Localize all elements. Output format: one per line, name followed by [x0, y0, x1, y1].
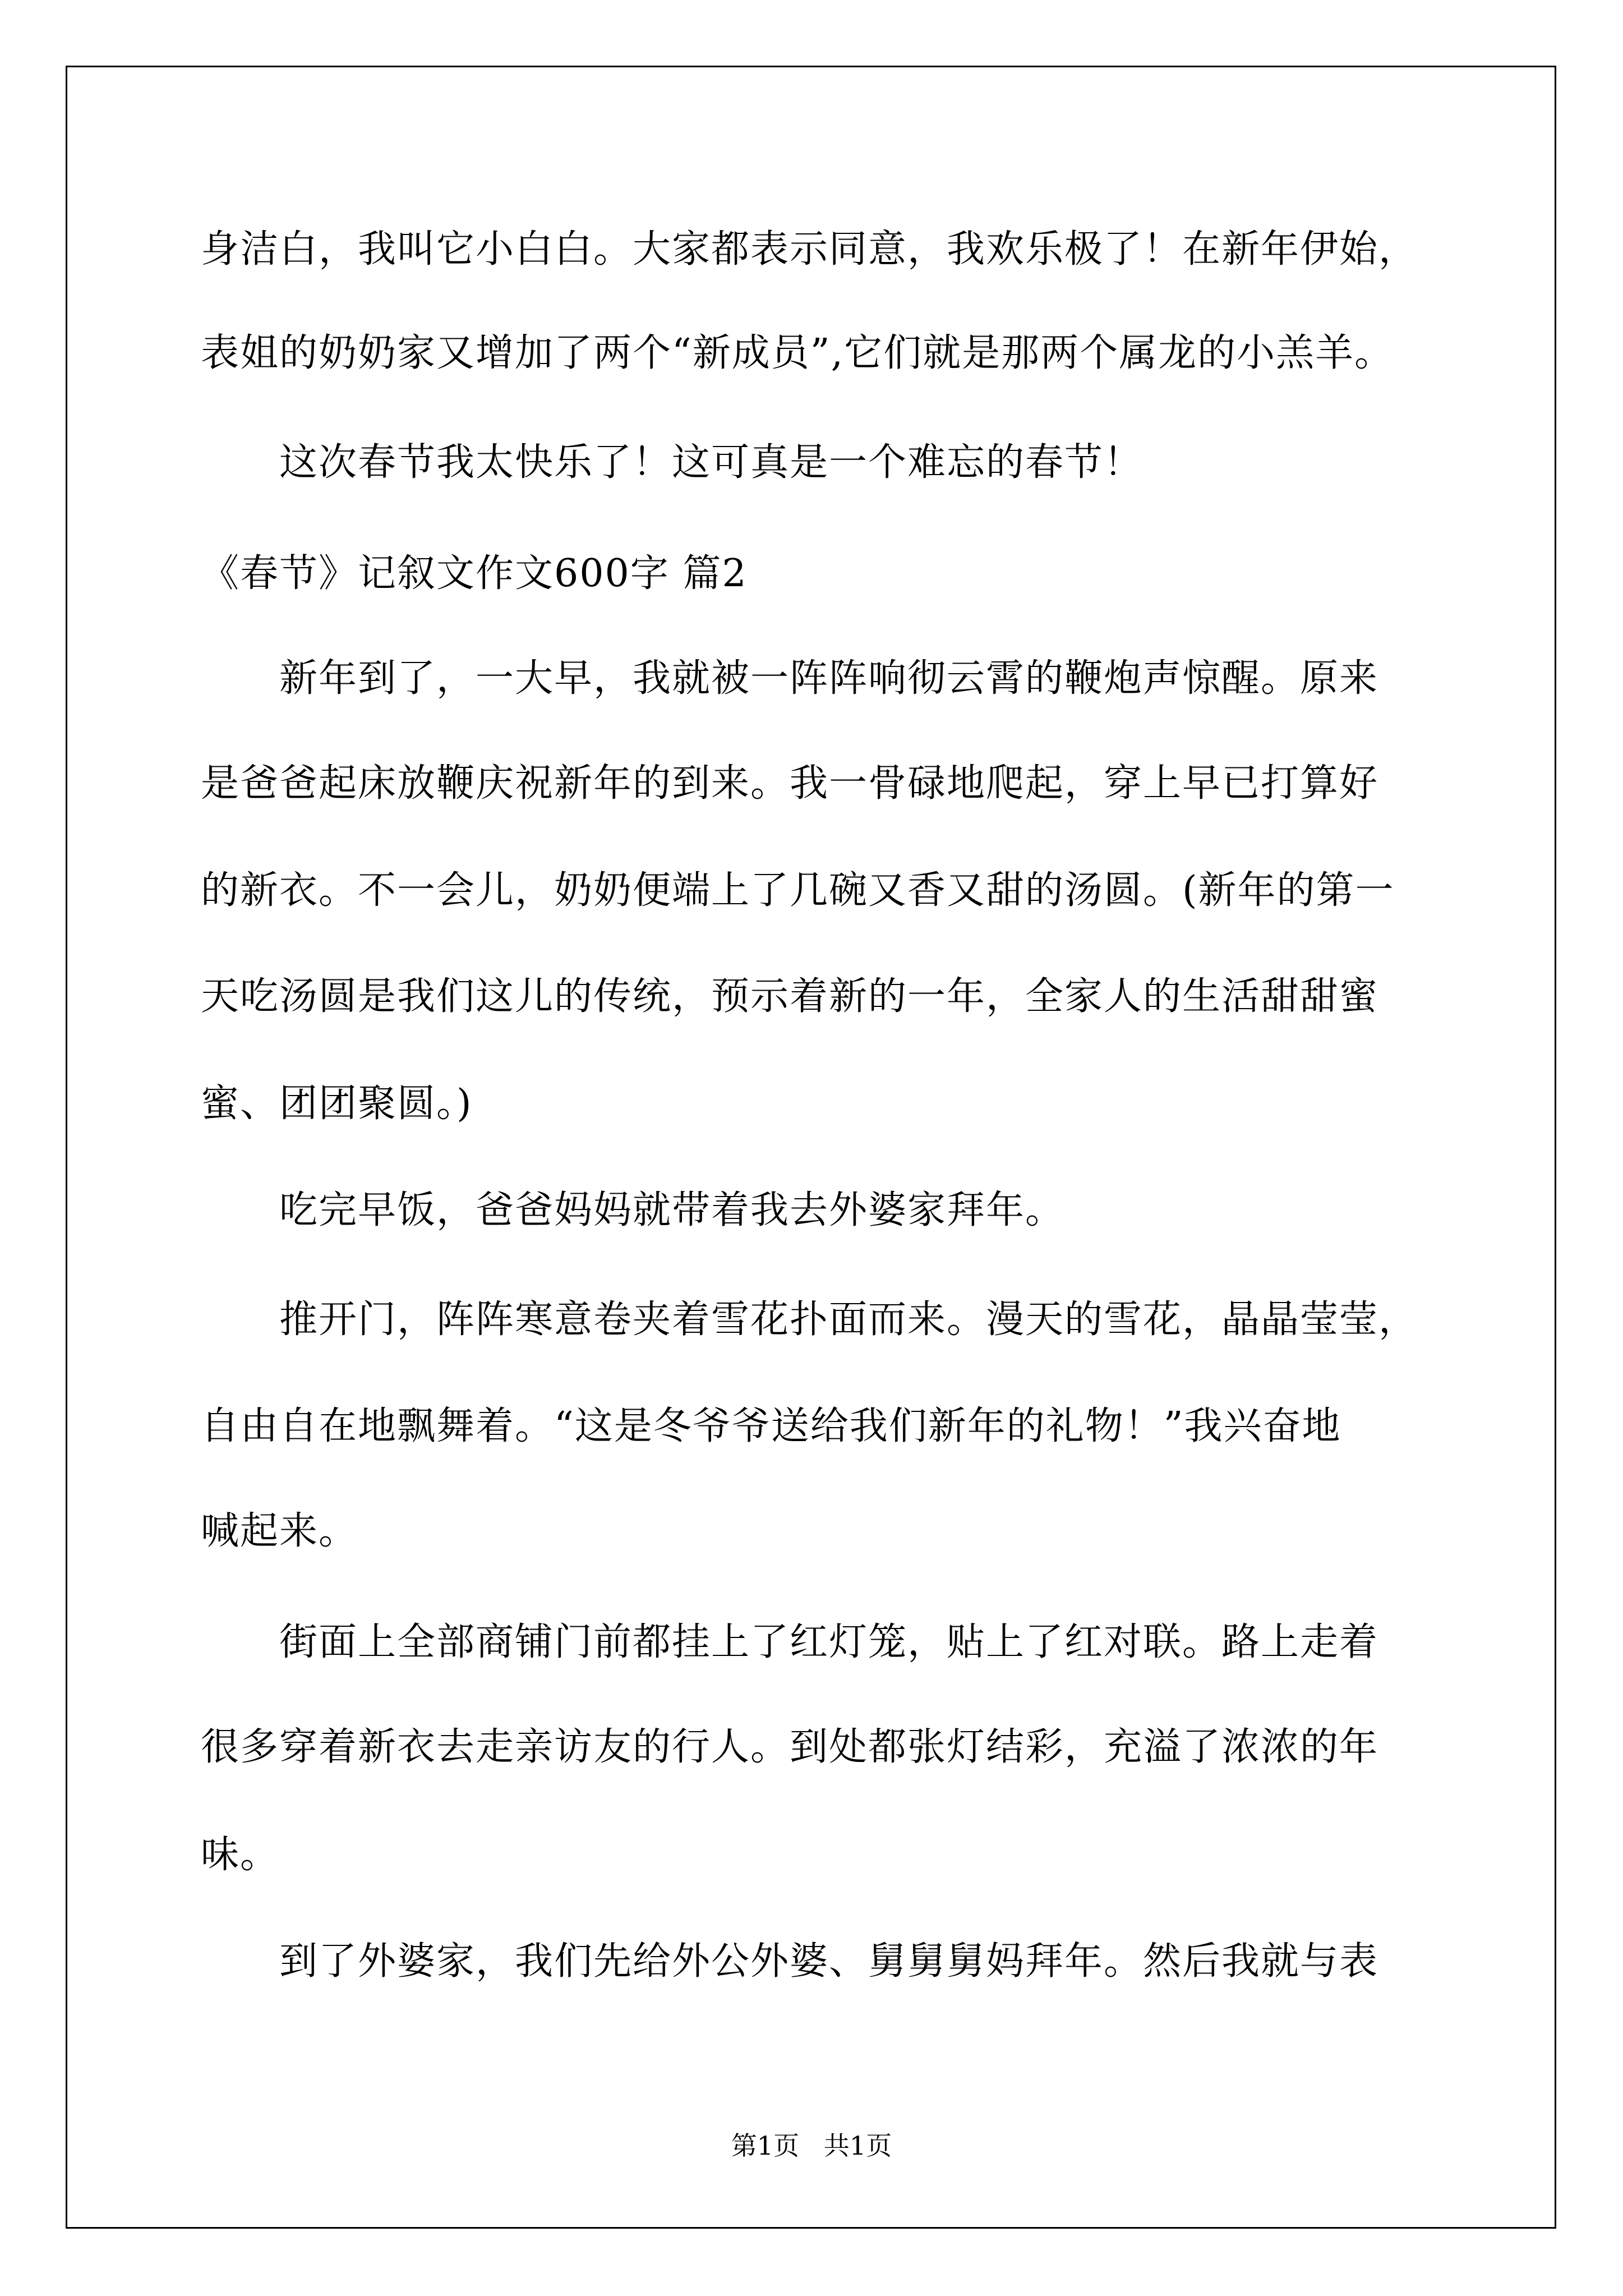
paragraph-line: 天吃汤圆是我们这儿的传统，预示着新的一年，全家人的生活甜甜蜜	[201, 974, 1379, 1019]
paragraph-line: 身洁白，我叫它小白白。大家都表示同意，我欢乐极了！在新年伊始，	[201, 227, 1418, 272]
paragraph-line: 推开门，阵阵寒意卷夹着雪花扑面而来。漫天的雪花，晶晶莹莹，	[201, 1297, 1418, 1342]
paragraph-line: 这次春节我太快乐了！这可真是一个难忘的春节！	[201, 440, 1144, 485]
page-footer: 第1页 共1页	[731, 2131, 892, 2161]
paragraph-line: 新年到了，一大早，我就被一阵阵响彻云霄的鞭炮声惊醒。原来	[201, 656, 1379, 701]
paragraph-line: 是爸爸起床放鞭庆祝新年的到来。我一骨碌地爬起，穿上早已打算好	[201, 761, 1379, 806]
section-heading: 《春节》记叙文作文600字 篇2	[201, 551, 748, 596]
paragraph-line: 表姐的奶奶家又增加了两个“新成员”,它们就是那两个属龙的小羔羊。	[201, 331, 1394, 375]
paragraph-line: 街面上全部商铺门前都挂上了红灯笼，贴上了红对联。路上走着	[201, 1620, 1379, 1664]
paragraph-line: 味。	[201, 1833, 280, 1877]
paragraph-line: 喊起来。	[201, 1509, 358, 1553]
paragraph-line: 很多穿着新衣去走亲访友的行人。到处都张灯结彩，充溢了浓浓的年	[201, 1725, 1379, 1769]
paragraph-line: 吃完早饭，爸爸妈妈就带着我去外婆家拜年。	[201, 1188, 1065, 1232]
page-border	[66, 66, 1556, 2229]
paragraph-line: 自由自在地飘舞着。“这是冬爷爷送给我们新年的礼物！”我兴奋地	[201, 1404, 1341, 1448]
paragraph-line: 的新衣。不一会儿，奶奶便端上了几碗又香又甜的汤圆。(新年的第一	[201, 868, 1395, 913]
paragraph-line: 到了外婆家，我们先给外公外婆、舅舅舅妈拜年。然后我就与表	[201, 1939, 1379, 1984]
paragraph-line: 蜜、团团聚圆。)	[201, 1082, 473, 1126]
